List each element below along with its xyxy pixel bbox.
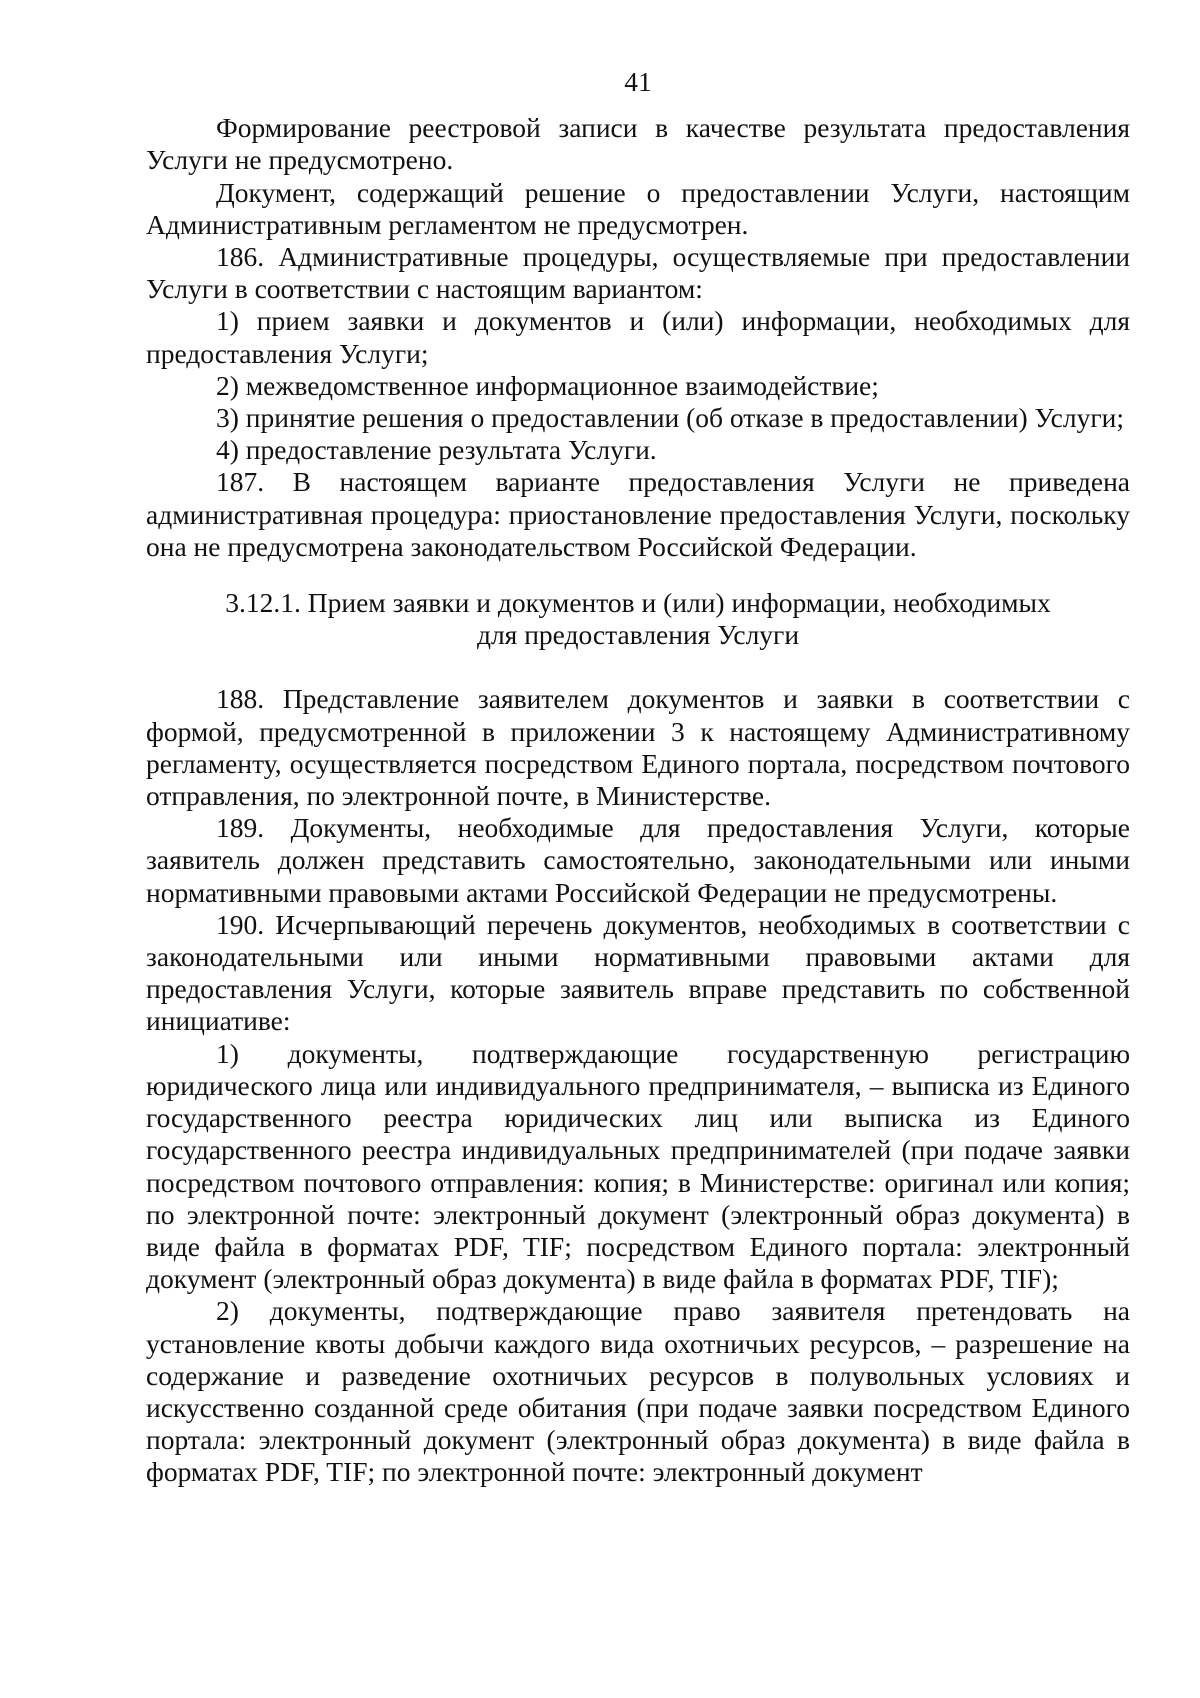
page-number: 41	[624, 66, 652, 97]
section-heading	[146, 587, 1130, 651]
list-item-186-3: 3) принятие решения о предоставлении (об отказе в предоставлении) Услуги;	[216, 402, 1124, 434]
paragraph: Документ, содержащий решение о предоставлении Услуги, настоящим Административным регламентом не предусмотрен.	[146, 176, 1130, 240]
paragraph: Формирование реестровой записи в качестве результата предоставления Услуги не предусмотрено.	[146, 112, 1130, 176]
list-item-186-2: 2) межведомственное информационное взаимодействие;	[216, 369, 879, 401]
section-heading-line-1: 3.12.1. Прием заявки и документов и (или) информации, необходимых	[225, 587, 1051, 619]
paragraph-189: 189. Документы, необходимые для предоставления Услуги, которые заявитель должен представить самостоятельно, законодательными или иными нормативными правовыми актами Российской Федерации не предусмотрены.	[146, 812, 1130, 908]
list-item-190-1: 1) документы, подтверждающие государственную регистрацию юридического лица или индивидуального предпринимателя, – выписка из Единого государственного реестра юридических лиц или выписка из Единого государственного реестра индивидуальных предпринимателей (при подаче заявки посредством почтового отправления: копия; в Министерстве: оригинал или копия; по электронной почте: электронный документ (электронный образ документа) в виде файла в форматах PDF, TIF; посредством Единого портала: электронный документ (электронный образ документа) в виде файла в форматах PDF, TIF);	[146, 1037, 1130, 1295]
list-item-186-4: 4) предоставление результата Услуги.	[216, 434, 657, 466]
paragraph-190: 190. Исчерпывающий перечень документов, необходимых в соответствии с законодательными или иными нормативными правовыми актами для предоставления Услуги, которые заявитель вправе представить по собственной инициативе:	[146, 908, 1130, 1037]
list-item-190-2: 2) документы, подтверждающие право заявителя претендовать на установление квоты добычи каждого вида охотничьих ресурсов, – разрешение на содержание и разведение охотничьих ресурсов в полувольных условиях и искусственно созданной среде обитания (при подаче заявки посредством Единого портала: электронный документ (электронный образ документа) в виде файла в форматах PDF, TIF; по электронной почте: электронный документ	[146, 1295, 1130, 1488]
paragraph-186: 186. Административные процедуры, осуществляемые при предоставлении Услуги в соответствии с настоящим вариантом:	[146, 241, 1130, 305]
document-page	[146, 66, 1130, 1489]
paragraph-188: 188. Представление заявителем документов и заявки в соответствии с формой, предусмотренной в приложении 3 к настоящему Административному регламенту, осуществляется посредством Единого портала, посредством почтового отправления, по электронной почте, в Министерстве.	[146, 683, 1130, 812]
paragraph-187: 187. В настоящем варианте предоставления Услуги не приведена административная процедура: приостановление предоставления Услуги, поскольку она не предусмотрена законодательством Российской Федерации.	[146, 466, 1130, 562]
list-item-186-1: 1) прием заявки и документов и (или) информации, необходимых для предоставления Услуги;	[146, 305, 1130, 369]
section-heading-line-2: для предоставления Услуги	[476, 619, 800, 651]
